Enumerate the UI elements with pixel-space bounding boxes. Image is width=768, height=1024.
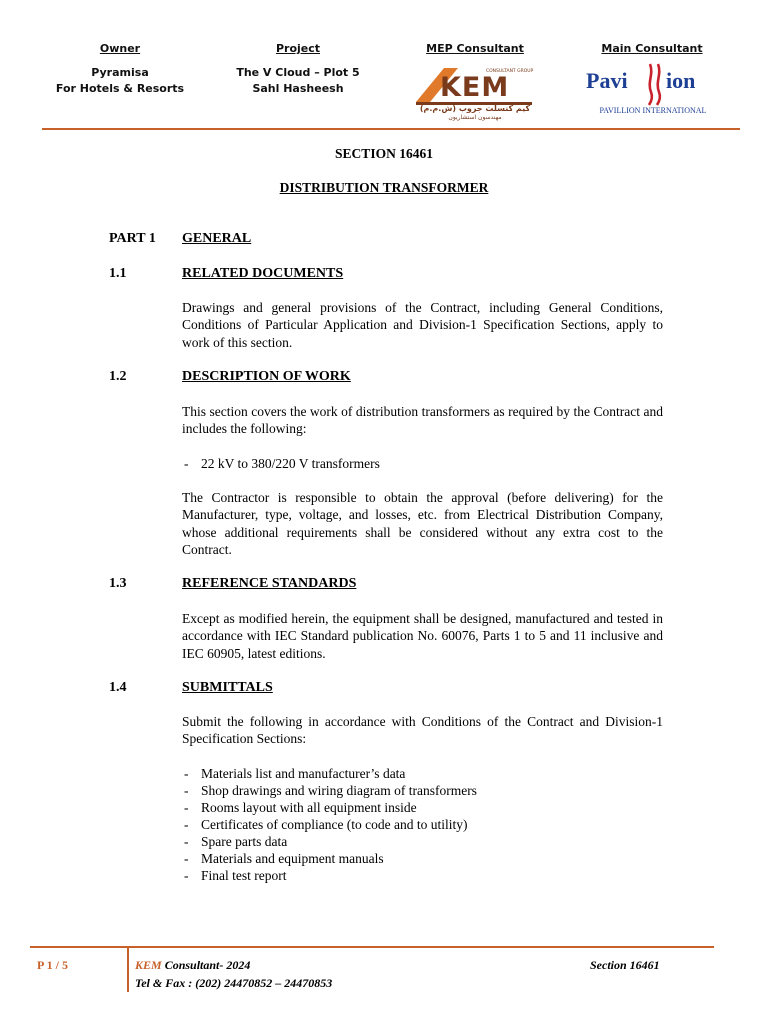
part-number: PART 1 [109, 231, 156, 246]
project-line1: The V Cloud – Plot 5 [236, 66, 360, 79]
list-item: - Final test report [184, 868, 287, 883]
list-item: - Materials list and manufacturer’s data [184, 766, 406, 781]
footer-vertical-divider [127, 948, 129, 992]
list-item: - Certificates of compliance (to code and to utility) [184, 817, 468, 832]
s13-title: REFERENCE STANDARDS [182, 576, 357, 591]
kem-arabic-2: مهندسون استشاريون [448, 114, 502, 121]
s11-number: 1.1 [109, 266, 127, 281]
main-title: Main Consultant [601, 42, 703, 55]
s14-text: Submit the following in accordance with Conditions of the Contract and Division-1 Specification Sections: [182, 714, 663, 747]
s13-number: 1.3 [109, 576, 127, 591]
list-item: - Spare parts data [184, 834, 288, 849]
s11-text: Drawings and general provisions of the Contract, including General Conditions, Conditions of Particular Application and Division-1 Specification Sections, apply to work of this section. [182, 300, 663, 350]
header-project [222, 42, 374, 97]
header-owner [55, 42, 185, 97]
pavillion-flame-icon [645, 62, 665, 106]
list-item: - Shop drawings and wiring diagram of transformers [184, 783, 477, 798]
footer-company-brand: KEM [135, 958, 162, 972]
list-item: - Materials and equipment manuals [184, 851, 384, 866]
footer-page: P 1 / 5 [37, 958, 69, 972]
owner-line1: Pyramisa [91, 66, 149, 79]
s11-title: RELATED DOCUMENTS [182, 266, 344, 281]
pavillion-sub: PAVILLION INTERNATIONAL [599, 106, 707, 115]
section-title: DISTRIBUTION TRANSFORMER [279, 180, 489, 195]
owner-line2: For Hotels & Resorts [55, 82, 185, 95]
section-number: SECTION 16461 [335, 146, 433, 161]
pavillion-text-b: ion [666, 68, 696, 93]
header-divider [42, 128, 740, 130]
part-title: GENERAL [182, 231, 252, 246]
list-item: - Rooms layout with all equipment inside [184, 800, 417, 815]
kem-logo-small: CONSULTANT GROUP [486, 69, 534, 74]
kem-arabic-1: كيم كنسلت جروب (ش.م.م) [419, 104, 531, 113]
owner-title: Owner [99, 42, 141, 55]
kem-logo-text: KEM [440, 72, 510, 103]
pavillion-logo [584, 66, 722, 118]
s12-number: 1.2 [109, 369, 127, 384]
s12-text2: The Contractor is responsible to obtain the approval (before delivering) for the Manufacturer, type, voltage, and losses, etc. from Electrical Distribution Company, whose additional requirements shall be considered without any extra cost to the Contract. [182, 490, 663, 557]
footer-section: Section 16461 [590, 958, 660, 972]
s14-title: SUBMITTALS [182, 680, 273, 695]
s12-bullet-text: 22 kV to 380/220 V transformers [201, 456, 380, 471]
s12-text1: This section covers the work of distribution transformers as required by the Contract and includes the following: [182, 404, 663, 437]
project-title: Project [275, 42, 321, 55]
footer-company [135, 958, 250, 973]
mep-title: MEP Consultant [426, 42, 524, 55]
footer-contact: Tel & Fax : (202) 24470852 – 24470853 [135, 976, 333, 990]
pavillion-text-a: Pavi [586, 68, 628, 93]
project-line2: Sahl Hasheesh [252, 82, 344, 95]
header-mep [405, 42, 545, 65]
s12-bullet: - 22 kV to 380/220 V transformers [184, 456, 380, 471]
footer-company-rest: Consultant- 2024 [161, 958, 251, 972]
s12-title: DESCRIPTION OF WORK [182, 369, 351, 384]
footer-divider [30, 946, 714, 948]
kem-logo [414, 64, 536, 122]
s13-text: Except as modified herein, the equipment shall be designed, manufactured and tested in accordance with IEC Standard publication No. 60076, Parts 1 to 5 and 11 inclusive and IEC 60905, latest editions. [182, 611, 663, 661]
s14-number: 1.4 [109, 680, 127, 695]
